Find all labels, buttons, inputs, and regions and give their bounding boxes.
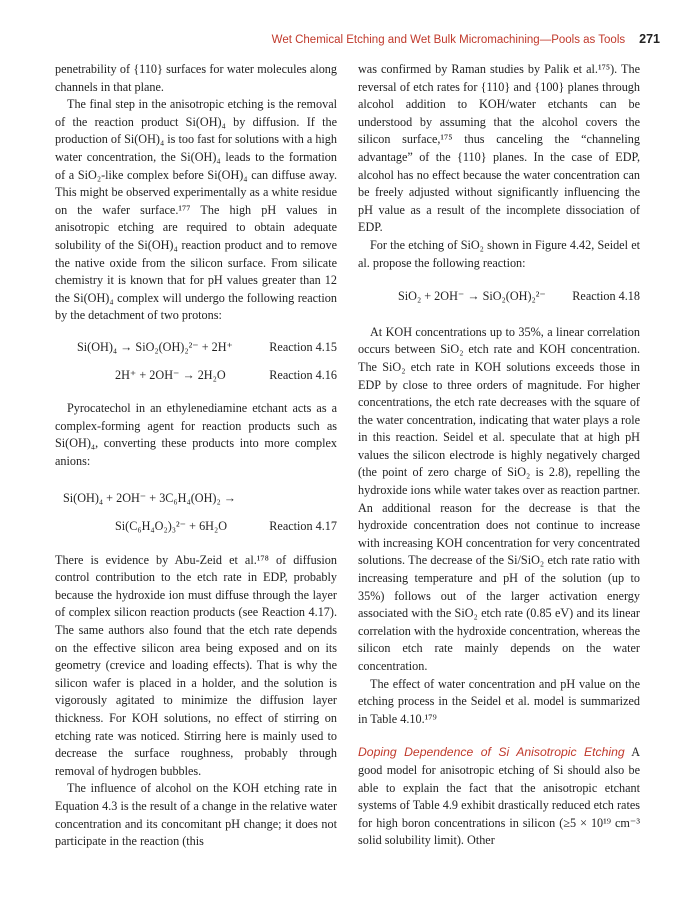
reaction-4-17-line1	[55, 490, 337, 508]
paragraph: The final step in the anisotropic etching is the removal of the reaction product Si(OH)₄ by diffusion. If the production of Si(OH)₄ is too fast for solutions with a high water concentration, the Si(OH)₄ leads to the formation of a SiO₂-like complex before Si(OH)₄ can diffuse away. This might be observed experimentally as a white residue on the wafer surface.¹⁷⁷ The high pH values in anisotropic etching are required to obtain adequate solubility of the Si(OH)₄ reaction product and to remove the native oxide from the silicon surface. From silicate chemistry it is known that for pH values greater than 12 the Si(OH)₄ complex will undergo the following reaction by the detachment of two protons:	[55, 97, 337, 323]
paragraph-text: A good model for anisotropic etching of Si should also be able to explain the fact that the anisotropic etchant systems of Table 4.9 exhibit drastically reduced etch rates for high boron concentrations in silicon (≥5 × 10¹⁹ cm⁻³ solid solubility limit). Other	[358, 745, 640, 848]
reaction-equation: Si(OH)₄ + 2OH⁻ + 3C₆H₄(OH)₂ →	[63, 491, 236, 506]
paragraph: The influence of alcohol on the KOH etching rate in Equation 4.3 is the result of a change in the relative water concentration and its concomitant pH change; it does not participate in the reaction (this	[55, 781, 337, 849]
reaction-equation: Si(C₆H₄O₂)₃²⁻ + 6H₂O	[115, 519, 228, 534]
reaction-equation: 2H⁺ + 2OH⁻ → 2H₂O	[115, 367, 226, 382]
reaction-equation: Si(OH)₄ → SiO₂(OH)₂²⁻ + 2H⁺	[77, 339, 233, 354]
reaction-4-17-line2	[55, 518, 337, 536]
paragraph: was confirmed by Raman studies by Palik et al.¹⁷⁵). The reversal of etch rates for {110} and {100} planes through alcohol addition to KOH/water etchants can be understood by assuming that the alcohol covers the silicon surface,¹⁷⁵ thus canceling the “channeling advantage” of the {110} planes. In the case of EDP, alcohol has no effect because the water concentration can be freely adjusted without significantly influencing the pH value as a result of the incomplete dissociation of EDP.	[358, 62, 640, 235]
reaction-label: Reaction 4.16	[269, 367, 337, 382]
reaction-label: Reaction 4.18	[572, 289, 640, 304]
reaction-4-15	[55, 339, 337, 357]
running-head	[0, 32, 660, 52]
paragraph: penetrability of {110} surfaces for water molecules along channels in that plane.	[55, 62, 337, 94]
reaction-equation: SiO₂ + 2OH⁻ → SiO₂(OH)₂²⁻	[398, 289, 546, 304]
reaction-label: Reaction 4.17	[269, 519, 337, 534]
reaction-label: Reaction 4.15	[269, 339, 337, 354]
page-number: 271	[639, 32, 660, 46]
reaction-4-16	[55, 367, 337, 385]
paragraph: The effect of water concentration and pH value on the etching process in the Seidel et al. model is summarized in Table 4.10.¹⁷⁹	[358, 676, 640, 726]
paragraph: At KOH concentrations up to 35%, a linear correlation occurs between SiO₂ etch rate and KOH concentration. The SiO₂ etch rate in KOH solutions exceeds those in EDP by close to three orders of magnitude. For higher concentrations, the etch rate decreases with the square of the water concentration, indicating that water plays a role in this reaction. Seidel et al. speculate that at high pH values the silicon electrode is highly negatively charged (the point of zero charge of SiO₂ is 2.8), repelling the hydroxide ions while water takes over as reaction partner. An additional reason for the decrease is that the hydroxide concentration does not continue to increase with increasing KOH concentration for very concentrated solutions. The decrease of the Si/SiO₂ etch rate ratio with increasing temperature and pH of the solution (up to 35%) follows out of the larger activation energy associated with the SiO₂ etch rate (0.85 eV) and its linear correlation with the hydroxide concentration, whereas the silicon etch rate mainly depends on the water concentration.	[358, 324, 640, 673]
left-column	[55, 61, 337, 851]
paragraph	[358, 744, 640, 850]
paragraph: Pyrocatechol in an ethylenediamine etchant acts as a complex-forming agent for reaction products such as Si(OH)₄, converting these products into more complex anions:	[55, 401, 337, 468]
section-heading: Doping Dependence of Si Anisotropic Etching	[358, 745, 625, 760]
reaction-4-18	[358, 288, 640, 306]
paragraph: For the etching of SiO₂ shown in Figure 4.42, Seidel et al. propose the following reaction:	[358, 237, 640, 270]
paragraph: There is evidence by Abu-Zeid et al.¹⁷⁸ of diffusion control contribution to the etch rate in EDP, probably because the hydroxide ion must diffuse through the layer of complex silicon reaction products (see Reaction 4.17). The same authors also found that the etch rate depends on the effective silicon area being exposed and on its geometry (crevice and loading effects). That is why the silicon wafer is placed in a holder, and the solution is vigorously agitated to minimize the diffusion layer thickness. For KOH solutions, no effect of stirring on etching rate was noticed. Stirring here is mainly used to decrease the surface roughness, probably through removal of hydrogen bubbles.	[55, 552, 337, 778]
right-column	[358, 61, 640, 850]
running-title: Wet Chemical Etching and Wet Bulk Micromachining—Pools as Tools	[271, 34, 626, 46]
